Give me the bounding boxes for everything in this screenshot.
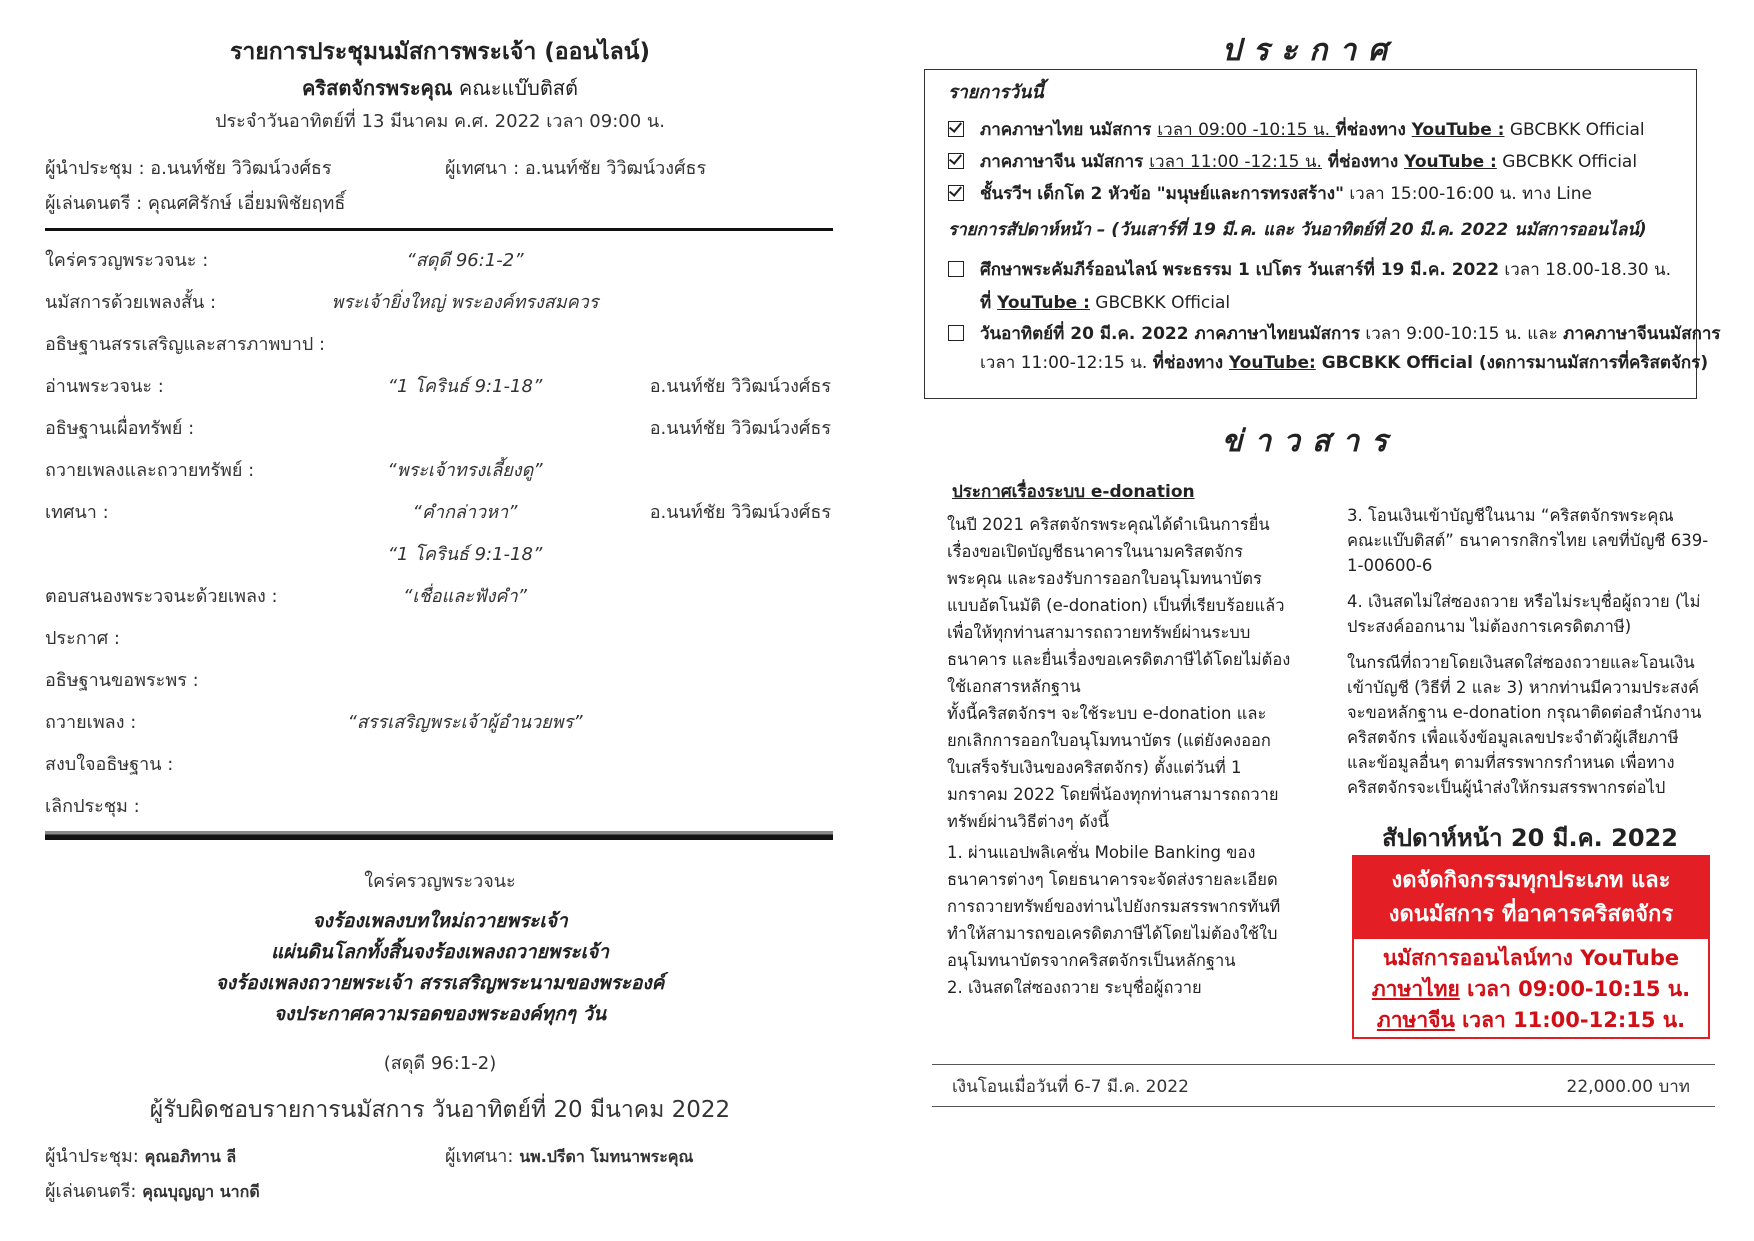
news-line: จะขอหลักฐาน e-donation กรุณาติดต่อสำนักงาน [1347, 703, 1702, 722]
next-week-heading: สัปดาห์หน้า 20 มี.ค. 2022 [1382, 824, 1678, 852]
news-line: เรื่องขอเปิดบัญชีธนาคารในนามคริสตจักร [947, 542, 1243, 561]
program-item-label: นมัสการด้วยเพลงสั้น : [45, 292, 217, 313]
youtube-link[interactable]: YouTube : [1404, 152, 1497, 172]
news-heading: ข่าวสาร [1221, 424, 1400, 459]
divider-top [45, 228, 833, 231]
news-line: และข้อมูลอื่นๆ ตามที่สรรพากรกำหนด เพื่อทาง [1347, 753, 1675, 772]
item-channel: ที่ช่องทาง [1152, 353, 1229, 373]
item-channel: ที่ช่องทาง [1335, 120, 1412, 140]
next-week-item-cont [980, 352, 1708, 374]
item-text: วันอาทิตย์ที่ 20 มี.ค. 2022 ภาคภาษาไทยนมัสการ [980, 324, 1360, 344]
divider-transfer-bottom [932, 1106, 1715, 1107]
checkbox-checked-icon [948, 153, 964, 169]
program-title: รายการประชุมนมัสการพระเจ้า (ออนไลน์) [229, 39, 651, 65]
news-column-right [1347, 503, 1727, 800]
program-item-person: อ.นนท์ชัย วิวิฒน์วงศ์ธร [649, 376, 831, 397]
news-line: ยกเลิกการออกใบอนุโมทนาบัตร (แต่ยังคงออก [947, 731, 1271, 750]
notice-line: งดนมัสการ ที่อาคารคริสตจักร [1388, 902, 1674, 927]
online-schedule [1354, 943, 1708, 1036]
item-time: เวลา 18.00-18.30 น. [1499, 260, 1672, 280]
church-name-bold: คริสตจักรพระคุณ [302, 76, 453, 100]
item-text: ภาคภาษาไทย นมัสการ [980, 120, 1158, 140]
verse-line: จงประกาศความรอดของพระองค์ทุกๆ วัน [273, 1003, 607, 1025]
news-line: ทั้งนี้คริสตจักรฯ จะใช้ระบบ e-donation และ [947, 704, 1267, 723]
leader: ผู้นำประชุม : อ.นนท์ชัย วิวิฒน์วงศ์ธร [45, 158, 332, 179]
item-account: GBCBKK Official (งดการมานมัสการที่คริสตจักร) [1315, 353, 1709, 373]
news-line: 3. โอนเงินเข้าบัญชีในนาม “คริสตจักรพระคุณ [1347, 506, 1674, 525]
online-line [1354, 974, 1708, 1005]
today-item [948, 119, 1645, 141]
news-line: คริสตจักรจะเป็นผู้นำส่งให้กรมสรรพากรต่อไป [1347, 778, 1666, 797]
news-line: 2. เงินสดใส่ซองถวาย ระบุชื่อผู้ถวาย [947, 978, 1202, 997]
item-account: GBCBKK Official [1496, 152, 1638, 172]
chinese-time: เวลา 11:00-12:15 น. [1454, 1008, 1686, 1032]
next-leader [45, 1141, 236, 1170]
news-line: แบบอัตโนมัติ (e-donation) เป็นที่เรียบร้อยแล้ว [947, 596, 1285, 615]
next-responsible-title: ผู้รับผิดชอบรายการนมัสการ วันอาทิตย์ที่ 20 มีนาคม 2022 [149, 1097, 731, 1123]
program-item-detail: “คำกล่าวหา” [412, 502, 518, 523]
program-item-label: อ่านพระวจนะ : [45, 376, 164, 397]
program-item-label: อธิษฐานเผื่อทรัพย์ : [45, 418, 195, 439]
program-item-detail: พระเจ้ายิ่งใหญ่ พระองค์ทรงสมควร [331, 292, 599, 313]
news-line: ในปี 2021 คริสตจักรพระคุณได้ดำเนินการยื่น [947, 515, 1270, 534]
announcements-heading: ประกาศ [1221, 33, 1400, 68]
item-text: ภาคภาษาจีน นมัสการ [980, 152, 1150, 172]
news-line: ธนาคารต่างๆ โดยธนาคารจะจัดส่งรายละเอียด [947, 870, 1278, 889]
checkbox-checked-icon [948, 121, 964, 137]
next-musician-name: คุณบุญญา นากดี [142, 1182, 260, 1201]
online-line: นมัสการออนไลน์ทาง YouTube [1382, 946, 1680, 970]
next-leader-label: ผู้นำประชุม: [45, 1146, 139, 1167]
item-channel: ที่ช่องทาง [1321, 152, 1405, 172]
checkbox-checked-icon [948, 185, 964, 201]
program-item-label: ประกาศ : [45, 628, 120, 649]
program-item-label: สงบใจอธิษฐาน : [45, 754, 174, 775]
next-week-title: รายการสัปดาห์หน้า – (วันเสาร์ที่ 19 มี.ค. และ วันอาทิตย์ที่ 20 มี.ค. 2022 นมัสการออนไลน์) [948, 220, 1647, 240]
news-line: พระคุณ และรองรับการออกใบอนุโมทนาบัตร [947, 569, 1262, 588]
item-time: เวลา 9:00-10:15 น. และ [1360, 324, 1564, 344]
today-title: รายการวันนี้ [948, 82, 1044, 103]
program-item-label: ตอบสนองพระวจนะด้วยเพลง : [45, 586, 278, 607]
news-line: ธนาคาร และยื่นเรื่องขอเครดิตภาษีได้โดยไม่ต้อง [947, 650, 1291, 669]
checkbox-empty-icon [948, 261, 964, 277]
program-item-person: อ.นนท์ชัย วิวิฒน์วงศ์ธร [649, 502, 831, 523]
reflection-title: ใคร่ครวญพระวจนะ [364, 871, 516, 892]
program-item-label: เลิกประชุม : [45, 796, 140, 817]
next-preacher-label: ผู้เทศนา: [445, 1146, 514, 1167]
verse-line: จงร้องเพลงบทใหม่ถวายพระเจ้า [312, 910, 568, 932]
notice-line: งดจัดกิจกรรมทุกประเภท และ [1391, 868, 1671, 893]
youtube-link[interactable]: YouTube : [1411, 120, 1505, 140]
chinese-label: ภาษาจีน [1376, 1008, 1455, 1032]
item-text: ชั้นรวีฯ เด็กโต 2 หัวข้อ "มนุษย์และการทรงสร้าง" [980, 184, 1344, 204]
item-text: ศึกษาพระคัมภีร์ออนไลน์ พระธรรม 1 เปโตร วันเสาร์ที่ 19 มี.ค. 2022 [980, 260, 1500, 280]
news-line: เข้าบัญชี (วิธีที่ 2 และ 3) หากท่านมีความประสงค์ [1347, 678, 1700, 697]
verse-line: จงร้องเพลงถวายพระเจ้า สรรเสริญพระนามของพระองค์ [215, 972, 665, 994]
item-time: เวลา 15:00-16:00 น. ทาง Line [1343, 184, 1592, 204]
item-time: เวลา 09:00 -10:15 น. [1157, 120, 1336, 140]
news-title: ประกาศเรื่องระบบ e-donation [952, 482, 1195, 502]
news-line: อนุโมทนาบัตรจากคริสตจักรเป็นหลักฐาน [947, 951, 1236, 970]
next-week-item [948, 259, 1671, 281]
item-account: GBCBKK Official [1089, 293, 1231, 313]
news-line: ประสงค์ออกนาม ไม่ต้องการเครดิตภาษี) [1347, 617, 1632, 636]
news-line: การถวายทรัพย์ของท่านไปยังกรมสรรพากรทันที [947, 897, 1281, 916]
news-line: 1. ผ่านแอปพลิเคชั่น Mobile Banking ของ [947, 843, 1256, 862]
item-time: เวลา 11:00 -12:15 น. [1149, 152, 1322, 172]
transfer-label: เงินโอนเมื่อวันที่ 6-7 มี.ค. 2022 [952, 1077, 1189, 1097]
news-line: คริสตจักร เพื่อแจ้งข้อมูลเลขประจำตัวผู้เสียภาษี [1347, 728, 1679, 747]
program-item-label: เทศนา : [45, 502, 109, 523]
program-item-label: ถวายเพลง : [45, 712, 137, 733]
item-text-2: ภาคภาษาจีนนมัสการ [1563, 324, 1721, 344]
program-item-label: อธิษฐานขอพระพร : [45, 670, 199, 691]
church-name-rest: คณะแบ๊บติสต์ [452, 76, 578, 100]
memory-verse [45, 906, 835, 1030]
news-line: ในกรณีที่ถวายโดยเงินสดใส่ซองถวายและโอนเงิน [1347, 653, 1695, 672]
notice-banner [1354, 857, 1708, 939]
verse-reference: (สดุดี 96:1-2) [383, 1053, 497, 1074]
next-preacher [445, 1141, 693, 1170]
next-week-item [948, 323, 1721, 345]
news-line: ใบเสร็จรับเงินของคริสตจักร) ตั้งแต่วันที่ 1 [947, 758, 1242, 777]
online-line [1354, 1005, 1708, 1036]
divider-transfer-top [932, 1064, 1715, 1065]
program-item-detail: “พระเจ้าทรงเลี้ยงดู” [387, 460, 543, 481]
program-item-label: ใคร่ครวญพระวจนะ : [45, 250, 209, 271]
cancellation-notice [1352, 855, 1710, 1039]
next-musician [45, 1176, 260, 1205]
news-line: ทำให้สามารถขอเครดิตภาษีได้โดยไม่ต้องใช้ใบ [947, 924, 1278, 943]
musician: ผู้เล่นดนตรี : คุณศศิรักษ์ เอี่ยมพิชัยฤทธิ์ [45, 193, 346, 214]
divider-bar [45, 831, 833, 840]
next-week-item-cont [980, 292, 1230, 314]
youtube-link[interactable]: YouTube : [997, 293, 1090, 313]
verse-line: แผ่นดินโลกทั้งสิ้นจงร้องเพลงถวายพระเจ้า [271, 941, 609, 963]
program-item-person: อ.นนท์ชัย วิวิฒน์วงศ์ธร [649, 418, 831, 439]
news-line: 1-00600-6 [1347, 556, 1433, 575]
church-name [45, 72, 835, 104]
item-text: ที่ [980, 293, 998, 313]
program-item-label: อธิษฐานสรรเสริญและสารภาพบาป : [45, 334, 326, 355]
program-item-detail: “สดุดี 96:1-2” [406, 250, 524, 271]
news-line: คณะแบ๊บติสต์” ธนาคารกสิกรไทย เลขที่บัญชี 639- [1347, 531, 1709, 550]
youtube-link[interactable]: YouTube: [1228, 353, 1316, 373]
next-preacher-name: นพ.ปรีดา โมทนาพระคุณ [519, 1147, 694, 1166]
program-item-detail: “1 โครินธ์ 9:1-18” [387, 544, 543, 565]
preacher: ผู้เทศนา : อ.นนท์ชัย วิวิฒน์วงศ์ธร [445, 158, 707, 179]
item-time: เวลา 11:00-12:15 น. [980, 353, 1153, 373]
today-item [948, 151, 1637, 173]
news-column-left [947, 511, 1327, 1001]
news-line: เพื่อให้ทุกท่านสามารถถวายทรัพย์ผ่านระบบ [947, 623, 1251, 642]
program-item-detail: “1 โครินธ์ 9:1-18” [387, 376, 543, 397]
news-line: 4. เงินสดไม่ใส่ซองถวาย หรือไม่ระบุชื่อผู้ถวาย (ไม่ [1347, 592, 1701, 611]
news-line: ใช้เอกสารหลักฐาน [947, 677, 1081, 696]
program-item-label: ถวายเพลงและถวายทรัพย์ : [45, 460, 255, 481]
thai-time: เวลา 09:00-10:15 น. [1459, 977, 1691, 1001]
program-item-detail: “สรรเสริญพระเจ้าผู้อำนวยพร” [347, 712, 583, 733]
transfer-amount: 22,000.00 บาท [1566, 1077, 1690, 1097]
today-item [948, 183, 1592, 205]
program-item-detail: “เชื่อและฟังคำ” [403, 586, 527, 607]
service-date: ประจำวันอาทิตย์ที่ 13 มีนาคม ค.ศ. 2022 เวลา 09:00 น. [215, 111, 665, 132]
next-leader-name: คุณอภิทาน ลี [144, 1147, 237, 1166]
checkbox-empty-icon [948, 325, 964, 341]
item-account: GBCBKK Official [1504, 120, 1645, 140]
news-line: ทรัพย์ผ่านวิธีต่างๆ ดังนี้ [947, 812, 1110, 831]
next-musician-label: ผู้เล่นดนตรี: [45, 1181, 137, 1202]
thai-label: ภาษาไทย [1371, 977, 1460, 1001]
news-line: มกราคม 2022 โดยพี่น้องทุกท่านสามารถถวาย [947, 785, 1279, 804]
